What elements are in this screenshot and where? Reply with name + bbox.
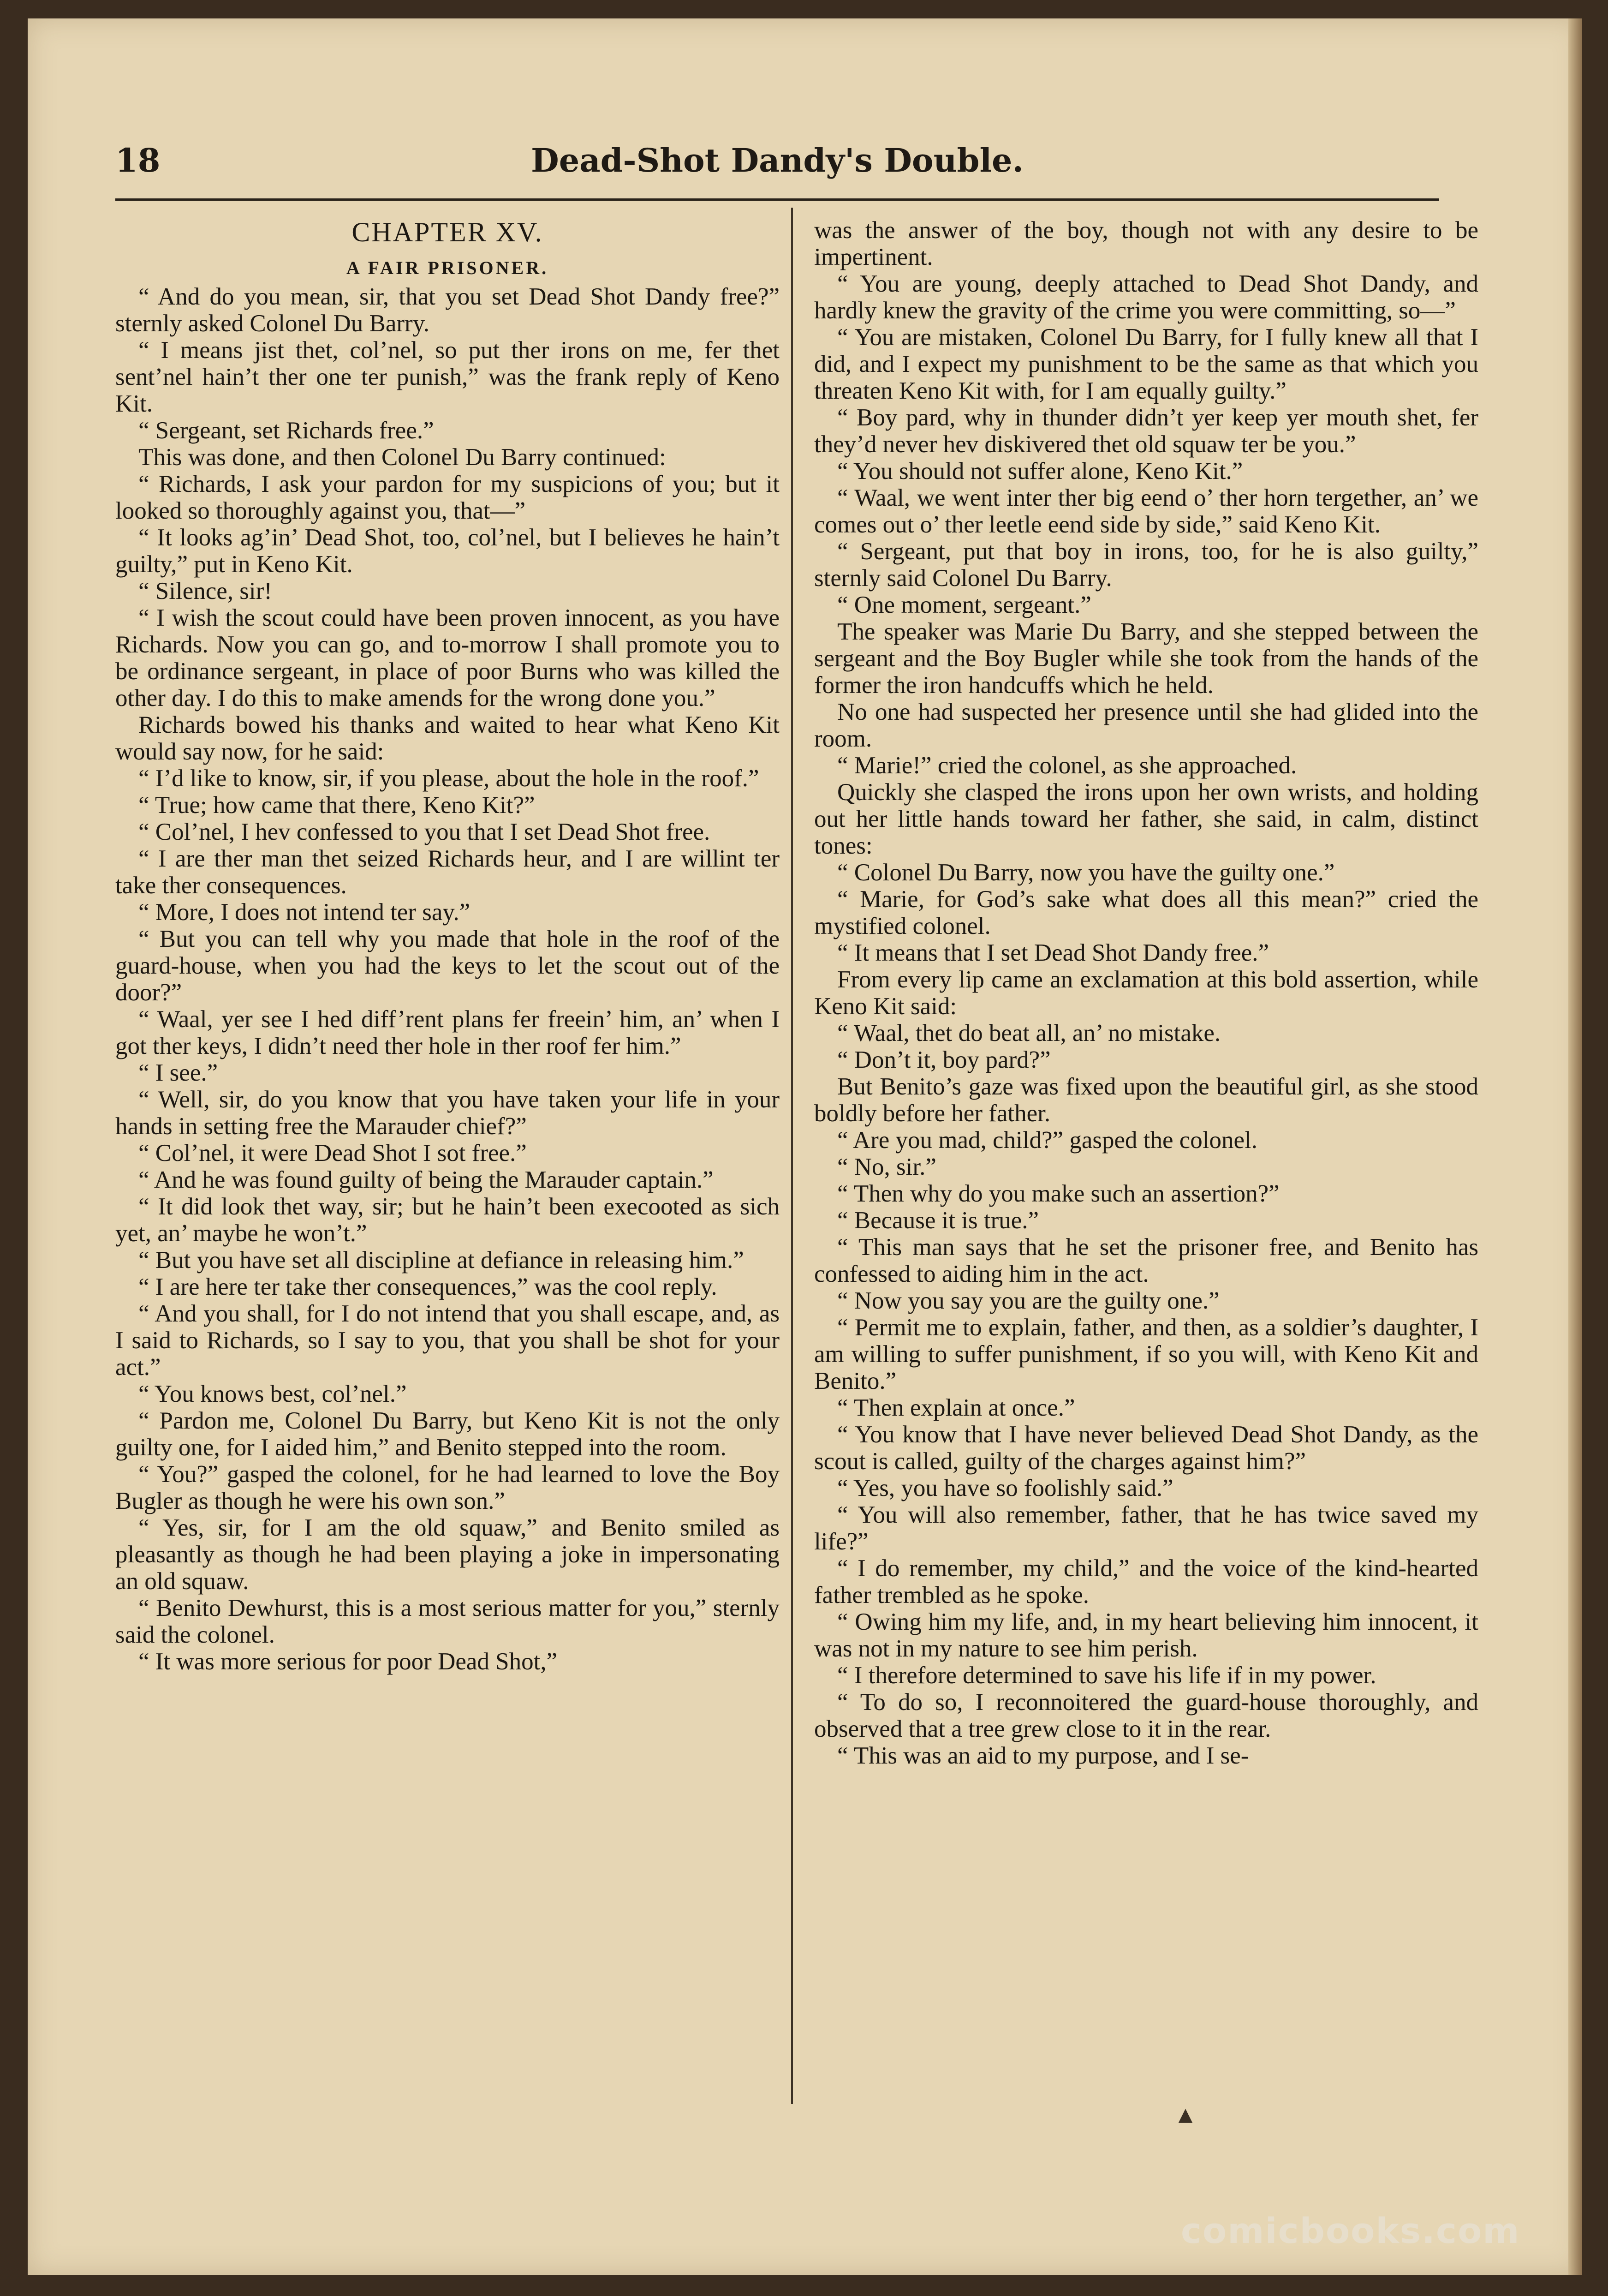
paragraph: “ You are young, deeply attached to Dead Shot Dandy, and hardly knew the gravity of the crime you were committing, so—” bbox=[814, 270, 1478, 324]
paragraph: “ One moment, sergeant.” bbox=[837, 592, 1091, 618]
paragraph: “ And do you mean, sir, that you set Dead Shot Dandy free?” sternly asked Colonel Du Barry. bbox=[115, 283, 780, 337]
paragraph: “ Richards, I ask your pardon for my suspicions of you; but it looked so thoroughly against you, that—” bbox=[115, 471, 780, 524]
paragraph: “ But you can tell why you made that hole in the roof of the guard-house, when you had the keys to let the scout out of the door?” bbox=[115, 926, 780, 1006]
paragraph: “ You should not suffer alone, Keno Kit.” bbox=[837, 458, 1243, 484]
paragraph: “ I are ther man thet seized Richards heur, and I are willint ter take ther consequences. bbox=[115, 845, 780, 899]
column-divider bbox=[791, 208, 793, 2104]
paragraph: “ It did look thet way, sir; but he hain’t been execooted as sich yet, an’ maybe he won’t.” bbox=[115, 1193, 780, 1247]
paragraph: “ I see.” bbox=[138, 1059, 218, 1086]
left-column bbox=[115, 217, 780, 2109]
paragraph: “ Then explain at once.” bbox=[837, 1394, 1075, 1421]
paragraph: “ Waal, thet do beat all, an’ no mistake. bbox=[837, 1020, 1221, 1046]
paragraph: “ Waal, yer see I hed diff’rent plans fer freein’ him, an’ when I got ther keys, I didn’t need ther hole in ther roof fer him.” bbox=[115, 1006, 780, 1059]
paragraph: “ I are here ter take ther consequences,” was the cool reply. bbox=[138, 1274, 717, 1300]
paragraph: But Benito’s gaze was fixed upon the beautiful girl, as she stood boldly before her father. bbox=[814, 1073, 1478, 1127]
paragraph: “ You?” gasped the colonel, for he had learned to love the Boy Bugler as though he were his own son.” bbox=[115, 1461, 780, 1514]
paragraph: “ I wish the scout could have been proven innocent, as you have Richards. Now you can go, and to-morrow I shall promote you to be ordinance sergeant, in place of poor Burns who was killed the other day. I do this to make amends for the wrong done you.” bbox=[115, 604, 780, 712]
paragraph: “ Boy pard, why in thunder didn’t yer keep yer mouth shet, fer they’d never hev diskivered thet old squaw ter be you.” bbox=[814, 404, 1478, 458]
paragraph: “ Benito Dewhurst, this is a most serious matter for you,” sternly said the colonel. bbox=[115, 1595, 780, 1648]
ornament-icon: ▲ bbox=[1178, 2104, 1193, 2125]
paragraph: “ Because it is true.” bbox=[837, 1207, 1039, 1234]
paragraph: “ And you shall, for I do not intend that you shall escape, and, as I said to Richards, so I say to you, that you shall be shot for your act.” bbox=[115, 1300, 780, 1381]
paragraph: “ Silence, sir! bbox=[138, 578, 272, 604]
paragraph: “ Don’t it, boy pard?” bbox=[837, 1046, 1051, 1073]
paragraph: “ Yes, sir, for I am the old squaw,” and Benito smiled as pleasantly as though he had been playing a joke in impersonating an old squaw. bbox=[115, 1514, 780, 1595]
paragraph: “ I do remember, my child,” and the voice of the kind-hearted father trembled as he spoke. bbox=[814, 1555, 1478, 1608]
paragraph: “ Then why do you make such an assertion?” bbox=[837, 1180, 1280, 1207]
right-column bbox=[814, 217, 1478, 2109]
paragraph: “ Well, sir, do you know that you have taken your life in your hands in setting free the Marauder chief?” bbox=[115, 1086, 780, 1140]
paragraph: “ I therefore determined to save his life if in my power. bbox=[837, 1662, 1376, 1689]
paragraph: “ Marie, for God’s sake what does all this mean?” cried the mystified colonel. bbox=[814, 886, 1478, 939]
paragraph: “ Permit me to explain, father, and then, as a soldier’s daughter, I am willing to suffer punishment, if so you will, with Keno Kit and Benito.” bbox=[814, 1314, 1478, 1394]
paragraph: “ You are mistaken, Colonel Du Barry, for I fully knew all that I did, and I expect my punishment to be the same as that which you threaten Keno Kit with, for I am equally guilty.” bbox=[814, 324, 1478, 404]
paragraph: “ More, I does not intend ter say.” bbox=[138, 899, 470, 926]
paragraph: “ Sergeant, put that boy in irons, too, for he is also guilty,” sternly said Colonel Du Barry. bbox=[814, 538, 1478, 592]
watermark: comicbooks.com bbox=[1181, 2210, 1520, 2251]
paragraph: “ It was more serious for poor Dead Shot,” bbox=[138, 1648, 558, 1675]
paragraph: From every lip came an exclamation at this bold assertion, while Keno Kit said: bbox=[814, 966, 1478, 1020]
paragraph: “ You knows best, col’nel.” bbox=[138, 1381, 407, 1407]
paragraph: “ Yes, you have so foolishly said.” bbox=[837, 1475, 1173, 1501]
paragraph: was the answer of the boy, though not with any desire to be impertinent. bbox=[814, 217, 1478, 270]
paragraph: “ You know that I have never believed Dead Shot Dandy, as the scout is called, guilty of the charges against him?” bbox=[814, 1421, 1478, 1475]
paragraph: “ Waal, we went inter ther big eend o’ ther horn tergether, an’ we comes out o’ ther leetle eend side by side,” said Keno Kit. bbox=[814, 484, 1478, 538]
paragraph: “ Are you mad, child?” gasped the colonel. bbox=[837, 1127, 1257, 1154]
paragraph: “ Col’nel, I hev confessed to you that I set Dead Shot free. bbox=[138, 819, 710, 845]
paragraph: “ Colonel Du Barry, now you have the guilty one.” bbox=[837, 859, 1335, 886]
paragraph: “ Marie!” cried the colonel, as she approached. bbox=[837, 752, 1297, 779]
paragraph: “ And he was found guilty of being the Marauder captain.” bbox=[138, 1166, 714, 1193]
paragraph: “ Owing him my life, and, in my heart believing him innocent, it was not in my nature to see him perish. bbox=[814, 1608, 1478, 1662]
paragraph: “ This man says that he set the prisoner free, and Benito has confessed to aiding him in the act. bbox=[814, 1234, 1478, 1287]
paragraph: “ Sergeant, set Richards free.” bbox=[138, 417, 434, 444]
paragraph: “ Pardon me, Colonel Du Barry, but Keno Kit is not the only guilty one, for I aided him,” and Benito stepped into the room. bbox=[115, 1407, 780, 1461]
paragraph: “ Now you say you are the guilty one.” bbox=[837, 1287, 1220, 1314]
running-title: Dead-Shot Dandy's Double. bbox=[531, 141, 1024, 179]
paragraph: The speaker was Marie Du Barry, and she stepped between the sergeant and the Boy Bugler while she took from the hands of the former the iron handcuffs which he held. bbox=[814, 618, 1478, 699]
paragraph: “ This was an aid to my purpose, and I se- bbox=[837, 1742, 1249, 1769]
page-number: 18 bbox=[115, 141, 161, 179]
paragraph: “ It looks ag’in’ Dead Shot, too, col’nel, but I believes he hain’t guilty,” put in Keno Kit. bbox=[115, 524, 780, 578]
paragraph: “ You will also remember, father, that he has twice saved my life?” bbox=[814, 1501, 1478, 1555]
paragraph: “ It means that I set Dead Shot Dandy free.” bbox=[837, 939, 1269, 966]
paragraph: “ But you have set all discipline at defiance in releasing him.” bbox=[138, 1247, 744, 1274]
page-header bbox=[115, 137, 1439, 192]
paragraph: “ True; how came that there, Keno Kit?” bbox=[138, 792, 535, 819]
paragraph: “ I’d like to know, sir, if you please, about the hole in the roof.” bbox=[138, 765, 759, 792]
chapter-heading: CHAPTER XV. bbox=[351, 217, 543, 247]
paragraph: Richards bowed his thanks and waited to hear what Keno Kit would say now, for he said: bbox=[115, 712, 780, 765]
paragraph: This was done, and then Colonel Du Barry continued: bbox=[138, 444, 666, 471]
header-rule bbox=[115, 198, 1439, 201]
paragraph: “ No, sir.” bbox=[837, 1154, 936, 1180]
paragraph: “ To do so, I reconnoitered the guard-house thoroughly, and observed that a tree grew close to it in the rear. bbox=[814, 1689, 1478, 1742]
paragraph: No one had suspected her presence until she had glided into the room. bbox=[814, 699, 1478, 752]
paragraph: Quickly she clasped the irons upon her own wrists, and holding out her little hands toward her father, she said, in calm, distinct tones: bbox=[814, 779, 1478, 859]
paragraph: “ I means jist thet, col’nel, so put ther irons on me, fer thet sent’nel hain’t ther one ter punish,” was the frank reply of Keno Kit. bbox=[115, 337, 780, 417]
page-gutter bbox=[1568, 18, 1582, 2275]
chapter-subtitle: A FAIR PRISONER. bbox=[346, 257, 549, 278]
paragraph: “ Col’nel, it were Dead Shot I sot free.” bbox=[138, 1140, 527, 1166]
